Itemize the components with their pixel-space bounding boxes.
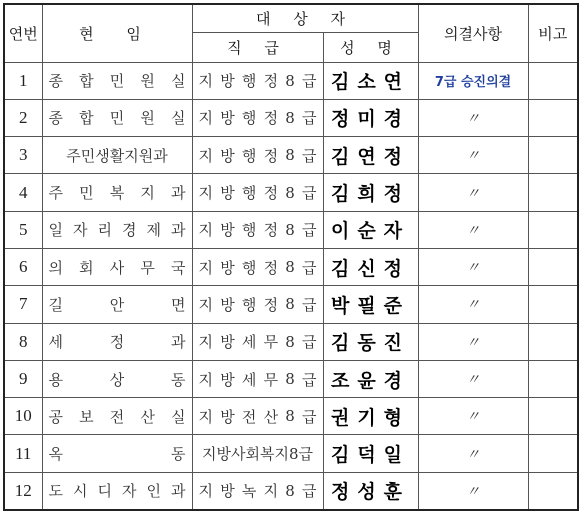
current-post [49,443,186,464]
rank-char: 급 [301,72,317,91]
current-post-char: 정 [109,333,125,352]
rank-char: 행 [241,258,257,277]
rank-char: 정 [263,221,279,240]
current-post [49,107,186,128]
current-post-char: 면 [171,295,186,314]
rank-char: 산 [263,407,279,426]
rank-char: 세 [241,370,257,389]
current-post [49,331,186,352]
current-post-cell [42,99,192,136]
current-post-char: 보 [79,407,94,426]
note-cell [528,99,578,136]
current-post-char: 제 [146,221,161,240]
rank-cell [192,174,323,211]
header-no: 연번 [4,4,42,62]
current-post-char: 세 [48,333,63,352]
rank-char: 지방사회복지8급 [202,445,313,464]
rank [199,369,317,390]
rank-char: 지 [198,258,213,277]
current-post [49,294,186,315]
row-number: 4 [4,174,42,211]
row-number: 8 [4,323,42,360]
rank-char: 방 [220,184,235,203]
table-row [4,398,578,435]
rank-char: 급 [301,370,317,389]
rank-char: 방 [220,295,235,314]
person-name: 정성훈 [323,472,418,509]
person-name: 권기형 [323,398,418,435]
rank-char: 지 [198,295,213,314]
rank-char: 무 [263,370,279,389]
current-post-char: 리 [97,221,112,240]
rank-char: 지 [263,482,279,501]
current-post-char: 전 [109,407,125,426]
rank-char: 전 [241,407,257,426]
note-cell [528,435,578,472]
current-post-char: 과 [171,184,186,203]
current-post-char: 인 [146,482,161,501]
current-post-cell [42,472,192,509]
current-post-char: 주민생활지원과 [66,146,168,165]
note-cell [528,174,578,211]
resolution-cell: 〃 [418,435,528,472]
person-name: 김연정 [323,137,418,174]
rank-char: 행 [241,295,257,314]
rank-char: 지 [198,407,213,426]
current-post-char: 과 [171,482,186,501]
rank-char: 8 [285,108,295,127]
rank-char: 8 [285,183,295,202]
rank-char: 정 [263,258,279,277]
note-cell [528,137,578,174]
resolution-cell: 7급 승진의결 [418,62,528,99]
current-post-char: 민 [109,109,125,128]
current-post-char: 동 [171,370,186,389]
rank-char: 지 [198,109,213,128]
current-post-char: 실 [171,72,186,91]
current-post-char: 주 [48,184,63,203]
header-target: 대 상 자 [192,4,418,32]
resolution-cell: 〃 [418,248,528,285]
rank-cell [192,360,323,397]
table-row [4,211,578,248]
rank-char: 8 [285,258,295,277]
current-post-char: 실 [171,407,186,426]
rank-cell [192,472,323,509]
row-number: 2 [4,99,42,136]
table-row [4,435,578,472]
current-post [49,70,186,91]
current-post-char: 합 [79,72,94,91]
rank-char: 지 [198,184,213,203]
rank-char: 방 [220,333,235,352]
current-post-cell [42,323,192,360]
note-cell [528,211,578,248]
header-current-post: 현 임 [42,4,192,62]
rank-char: 정 [263,295,279,314]
note-cell [528,398,578,435]
current-post [49,480,186,501]
current-post-char: 과 [171,221,186,240]
current-post-char: 합 [79,109,94,128]
rank-cell [192,435,323,472]
rank-char: 세 [241,333,257,352]
resolution-cell: 〃 [418,360,528,397]
rank-char: 방 [220,407,235,426]
rank-cell [192,398,323,435]
rank-cell [192,99,323,136]
current-post-cell [42,360,192,397]
current-post-char: 국 [171,258,186,277]
header-name: 성 명 [323,32,418,62]
current-post-cell [42,211,192,248]
table-row [4,360,578,397]
rank-cell [192,323,323,360]
rank-char: 지 [198,146,213,165]
row-number: 12 [4,472,42,509]
row-number: 10 [4,398,42,435]
current-post-char: 원 [140,72,155,91]
rank-char: 정 [263,146,279,165]
current-post [49,145,186,166]
person-name: 정미경 [323,99,418,136]
promotion-resolution-table [3,3,579,511]
row-number: 1 [4,62,42,99]
rank-char: 8 [285,370,295,389]
current-post-char: 실 [171,109,186,128]
rank-char: 8 [285,332,295,351]
current-post-char: 원 [140,109,155,128]
rank-char: 급 [301,333,317,352]
current-post-char: 시 [73,482,88,501]
note-cell [528,286,578,323]
row-number: 5 [4,211,42,248]
current-post-char: 디 [97,482,112,501]
current-post-char: 사 [109,258,125,277]
rank-char: 방 [220,109,235,128]
header-rank: 직 급 [192,32,323,62]
rank-char: 8 [285,407,295,426]
current-post-char: 경 [122,221,137,240]
rank-char: 8 [285,71,295,90]
rank-cell [192,137,323,174]
row-number: 3 [4,137,42,174]
rank-char: 급 [301,482,317,501]
rank-char: 방 [220,258,235,277]
person-name: 김덕일 [323,435,418,472]
rank [199,294,317,315]
current-post-char: 지 [140,184,155,203]
table-row [4,286,578,323]
rank [199,257,317,278]
rank-char: 급 [301,109,317,128]
rank-char: 방 [220,482,235,501]
row-number: 7 [4,286,42,323]
rank-char: 급 [301,407,317,426]
note-cell [528,248,578,285]
rank-char: 행 [241,184,257,203]
current-post-char: 상 [109,370,125,389]
current-post-char: 공 [48,407,63,426]
rank-char: 급 [301,184,317,203]
current-post-char: 길 [48,295,63,314]
rank-char: 8 [285,220,295,239]
current-post-char: 종 [48,109,63,128]
current-post-char: 과 [171,333,186,352]
resolution-cell: 〃 [418,398,528,435]
resolution-cell: 〃 [418,174,528,211]
rank [199,182,317,203]
rank-char: 행 [241,109,257,128]
current-post-cell [42,137,192,174]
current-post-char: 옥 [48,445,63,464]
table-row [4,323,578,360]
rank [199,70,317,91]
current-post-char: 종 [48,72,63,91]
current-post-char: 동 [171,445,186,464]
current-post-cell [42,398,192,435]
rank [199,219,317,240]
current-post-cell [42,286,192,323]
rank-char: 급 [301,258,317,277]
person-name: 이순자 [323,211,418,248]
table-row [4,174,578,211]
rank-cell [192,211,323,248]
rank-char: 정 [263,72,279,91]
current-post-cell [42,248,192,285]
current-post-char: 자 [122,482,137,501]
current-post [49,369,186,390]
rank-char: 지 [198,221,213,240]
row-number: 6 [4,248,42,285]
current-post-char: 용 [48,370,63,389]
header-resolution: 의결사항 [418,4,528,62]
rank-char: 8 [285,295,295,314]
rank [199,331,317,352]
rank-cell [192,62,323,99]
rank-char: 정 [263,109,279,128]
resolution-cell: 〃 [418,99,528,136]
current-post-char: 산 [140,407,155,426]
current-post-cell [42,174,192,211]
rank-char: 방 [220,370,235,389]
current-post-char: 민 [109,72,125,91]
rank-cell [192,286,323,323]
current-post-char: 일 [48,221,63,240]
table-row [4,62,578,99]
current-post-char: 복 [109,184,125,203]
current-post [49,219,186,240]
rank-char: 무 [263,333,279,352]
person-name: 김희정 [323,174,418,211]
person-name: 김소연 [323,62,418,99]
note-cell [528,472,578,509]
rank-char: 지 [198,370,213,389]
row-number: 11 [4,435,42,472]
resolution-cell: 〃 [418,137,528,174]
rank-char: 8 [285,146,295,165]
resolution-cell: 〃 [418,286,528,323]
rank [199,406,317,427]
rank-char: 지 [198,333,213,352]
rank [199,480,317,501]
current-post-char: 회 [79,258,94,277]
table-row [4,248,578,285]
current-post-char: 의 [48,258,63,277]
rank-char: 방 [220,72,235,91]
table-row [4,137,578,174]
rank [199,107,317,128]
resolution-cell: 〃 [418,323,528,360]
rank [199,443,317,464]
rank-char: 방 [220,221,235,240]
note-cell [528,360,578,397]
rank-char: 8 [285,481,295,500]
rank-char: 급 [301,295,317,314]
table-row [4,472,578,509]
rank-char: 지 [198,72,213,91]
rank-cell [192,248,323,285]
person-name: 조윤경 [323,360,418,397]
rank-char: 지 [198,482,213,501]
current-post-cell [42,435,192,472]
current-post [49,257,186,278]
rank-char: 녹 [241,482,257,501]
rank-char: 행 [241,146,257,165]
rank-char: 급 [301,221,317,240]
table-body [4,62,578,510]
current-post-char: 무 [140,258,155,277]
current-post [49,182,186,203]
note-cell [528,323,578,360]
rank-char: 급 [301,146,317,165]
resolution-cell: 〃 [418,472,528,509]
rank-char: 방 [220,146,235,165]
current-post-char: 자 [73,221,88,240]
current-post [49,406,186,427]
current-post-char: 안 [109,295,125,314]
note-cell [528,62,578,99]
person-name: 김신정 [323,248,418,285]
current-post-char: 도 [48,482,63,501]
header-note: 비고 [528,4,578,62]
current-post-cell [42,62,192,99]
rank-char: 정 [263,184,279,203]
rank-char: 행 [241,221,257,240]
rank-char: 행 [241,72,257,91]
person-name: 김동진 [323,323,418,360]
current-post-char: 민 [79,184,94,203]
row-number: 9 [4,360,42,397]
table-row [4,99,578,136]
rank [199,145,317,166]
resolution-cell: 〃 [418,211,528,248]
person-name: 박필준 [323,286,418,323]
